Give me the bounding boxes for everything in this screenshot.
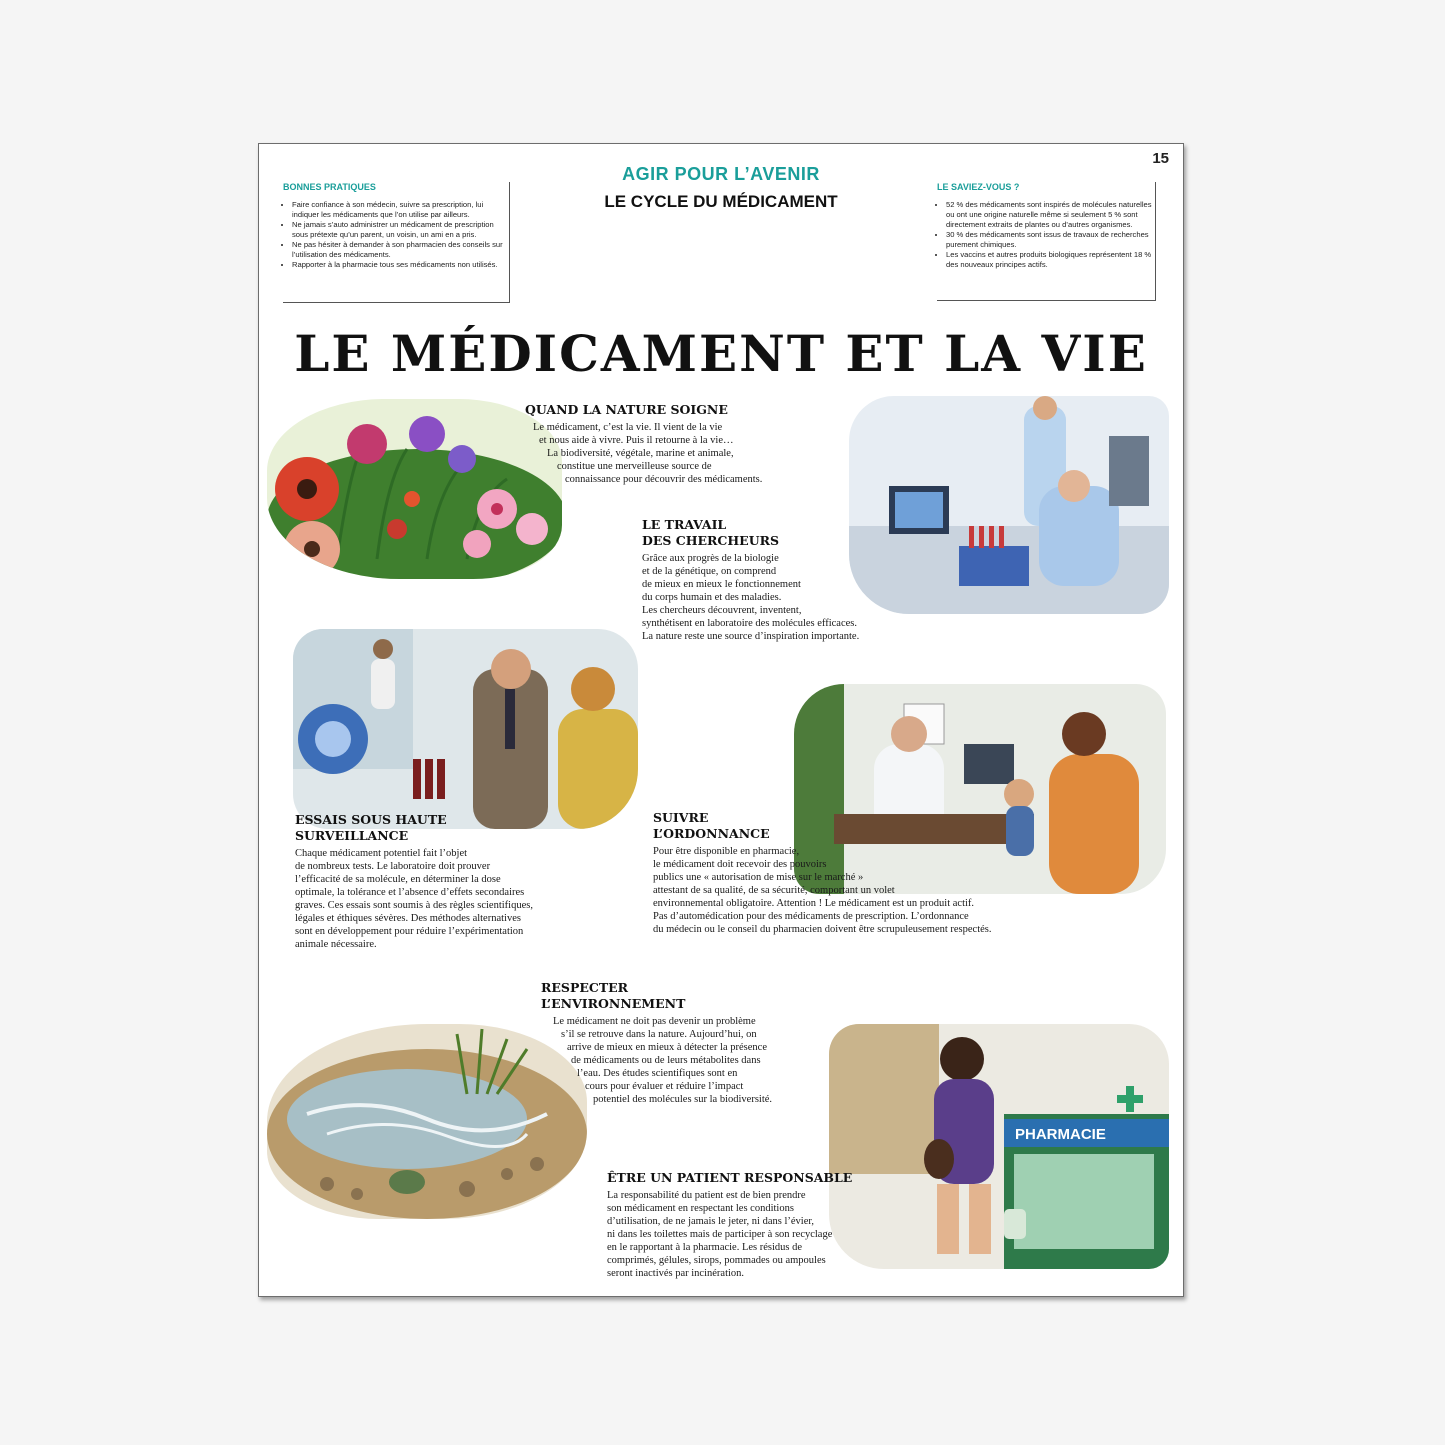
text-line: sont en développement pour réduire l’expérimentation — [295, 926, 524, 937]
text-line: et de la génétique, on comprend — [642, 566, 777, 577]
trials-illustration — [293, 629, 638, 829]
text-line: l’eau. Des études scientifiques sont en — [577, 1068, 738, 1079]
text-line: La biodiversité, végétale, marine et animale, — [547, 448, 734, 459]
text-line: son médicament en respectant les conditions — [607, 1203, 794, 1214]
good-practices-title: BONNES PRATIQUES — [283, 182, 376, 192]
text-line: en le rapportant à la pharmacie. Les résidus de — [607, 1242, 803, 1253]
text-line: potentiel des molécules sur la biodiversité. — [593, 1094, 773, 1105]
section-body — [541, 1015, 841, 1106]
text-line: Chaque médicament potentiel fait l’objet — [295, 848, 468, 859]
text-line: de médicaments ou de leurs métabolites dans — [571, 1055, 761, 1066]
text-line: d’utilisation, de ne jamais le jeter, ni dans l’évier, — [607, 1216, 815, 1227]
section-trials — [295, 812, 595, 951]
text-line: comprimés, gélules, sirops, pommades ou ampoules — [607, 1255, 826, 1266]
did-you-know-list — [937, 200, 1155, 270]
text-line: l’efficacité de sa molécule, en déterminer la dose — [295, 874, 501, 885]
kicker-title: AGIR POUR L’AVENIR — [622, 164, 820, 184]
section-patient — [607, 1170, 907, 1280]
pharmacy-sign-text: PHARMACIE — [1015, 1126, 1106, 1143]
text-line: Le médicament, c’est la vie. Il vient de la vie — [533, 422, 723, 433]
text-line: s’il se retrouve dans la nature. Aujourd’hui, on — [561, 1029, 757, 1040]
section-research — [642, 517, 942, 643]
list-item: • Rapporter à la pharmacie tous ses médicaments non utilisés. — [292, 260, 509, 270]
section-title: ÊTRE UN PATIENT RESPONSABLE — [607, 1170, 853, 1185]
environment-illustration — [267, 1024, 587, 1219]
section-title: SUIVRE L’ORDONNANCE — [653, 810, 770, 841]
text-line: seront inactivés par incinération. — [607, 1268, 745, 1279]
section-body — [525, 421, 825, 486]
text-line: légales et éthiques sévères. Des méthodes alternatives — [295, 913, 521, 924]
section-title: QUAND LA NATURE SOIGNE — [525, 402, 728, 417]
section-title: ESSAIS SOUS HAUTE SURVEILLANCE — [295, 812, 447, 843]
text-line: La nature reste une source d’inspiration importante. — [642, 631, 860, 642]
subtitle: LE CYCLE DU MÉDICAMENT — [604, 192, 838, 211]
list-item: • Faire confiance à son médecin, suivre sa prescription, lui indiquer les médicaments que l’on utilise par ailleurs. — [292, 200, 509, 220]
page-number: 15 — [1152, 150, 1169, 167]
section-title: LE TRAVAIL DES CHERCHEURS — [642, 517, 780, 548]
text-line: arrive de mieux en mieux à détecter la présence — [567, 1042, 767, 1053]
text-line: graves. Ces essais sont soumis à des règles scientifiques, — [295, 900, 533, 911]
list-item: • Ne pas hésiter à demander à son pharmacien des conseils sur l’utilisation des médicaments. — [292, 240, 509, 260]
text-line: animale nécessaire. — [295, 939, 377, 950]
section-nature — [525, 402, 825, 486]
text-line: environnemental obligatoire. Attention ! Le médicament est un produit actif. — [653, 898, 975, 909]
text-line: Le médicament ne doit pas devenir un problème — [553, 1016, 756, 1027]
good-practices-list — [283, 200, 509, 270]
text-line: synthétisent en laboratoire des molécules efficaces. — [642, 618, 857, 629]
section-body — [642, 552, 942, 643]
text-line: constitue une merveilleuse source de — [557, 461, 712, 472]
text-line: Grâce aux progrès de la biologie — [642, 553, 779, 564]
text-line: attestant de sa qualité, de sa sécurité, comportant un volet — [653, 885, 895, 896]
list-item: • Les vaccins et autres produits biologiques représentent 18 % des nouveaux principes actifs. — [946, 250, 1155, 270]
text-line: de nombreux tests. Le laboratoire doit prouver — [295, 861, 491, 872]
section-title: RESPECTER L’ENVIRONNEMENT — [541, 980, 686, 1011]
section-environment — [541, 980, 841, 1106]
did-you-know-title: LE SAVIEZ-VOUS ? — [937, 182, 1020, 192]
text-line: cours pour évaluer et réduire l’impact — [585, 1081, 744, 1092]
flowers-illustration — [267, 399, 562, 579]
list-item: • 30 % des médicaments sont issus de travaux de recherches purement chimiques. — [946, 230, 1155, 250]
text-line: publics une « autorisation de mise sur le marché » — [653, 872, 864, 883]
text-line: La responsabilité du patient est de bien prendre — [607, 1190, 806, 1201]
did-you-know-box — [937, 182, 1156, 301]
poster — [258, 143, 1184, 1297]
list-item: • 52 % des médicaments sont inspirés de molécules naturelles ou ont une origine naturelle même si seulement 5 % sont directement extraits de plantes ou d’autres organismes. — [946, 200, 1155, 230]
text-line: Les chercheurs découvrent, inventent, — [642, 605, 802, 616]
section-body — [653, 845, 1073, 936]
section-body — [607, 1189, 907, 1280]
text-line: ni dans les toilettes mais de participer à son recyclage — [607, 1229, 833, 1240]
text-line: Pas d’automédication pour des médicaments de prescription. L’ordonnance — [653, 911, 969, 922]
text-line: du médecin ou le conseil du pharmacien doivent être scrupuleusement respectés. — [653, 924, 992, 935]
text-line: connaissance pour découvrir des médicaments. — [565, 474, 763, 485]
text-line: du corps humain et des maladies. — [642, 592, 782, 603]
section-prescription — [653, 810, 1073, 936]
good-practices-box — [283, 182, 510, 303]
text-line: le médicament doit recevoir des pouvoirs — [653, 859, 827, 870]
main-title: LE MÉDICAMENT ET LA VIE — [294, 324, 1148, 383]
text-line: et nous aide à vivre. Puis il retourne à la vie… — [539, 435, 734, 446]
list-item: • Ne jamais s’auto administrer un médicament de prescription sous prétexte qu’un parent, un voisin, un ami en a pris. — [292, 220, 509, 240]
section-body — [295, 847, 595, 951]
text-line: optimale, la tolérance et l’absence d’effets secondaires — [295, 887, 525, 898]
text-line: de mieux en mieux le fonctionnement — [642, 579, 801, 590]
text-line: Pour être disponible en pharmacie, — [653, 846, 800, 857]
